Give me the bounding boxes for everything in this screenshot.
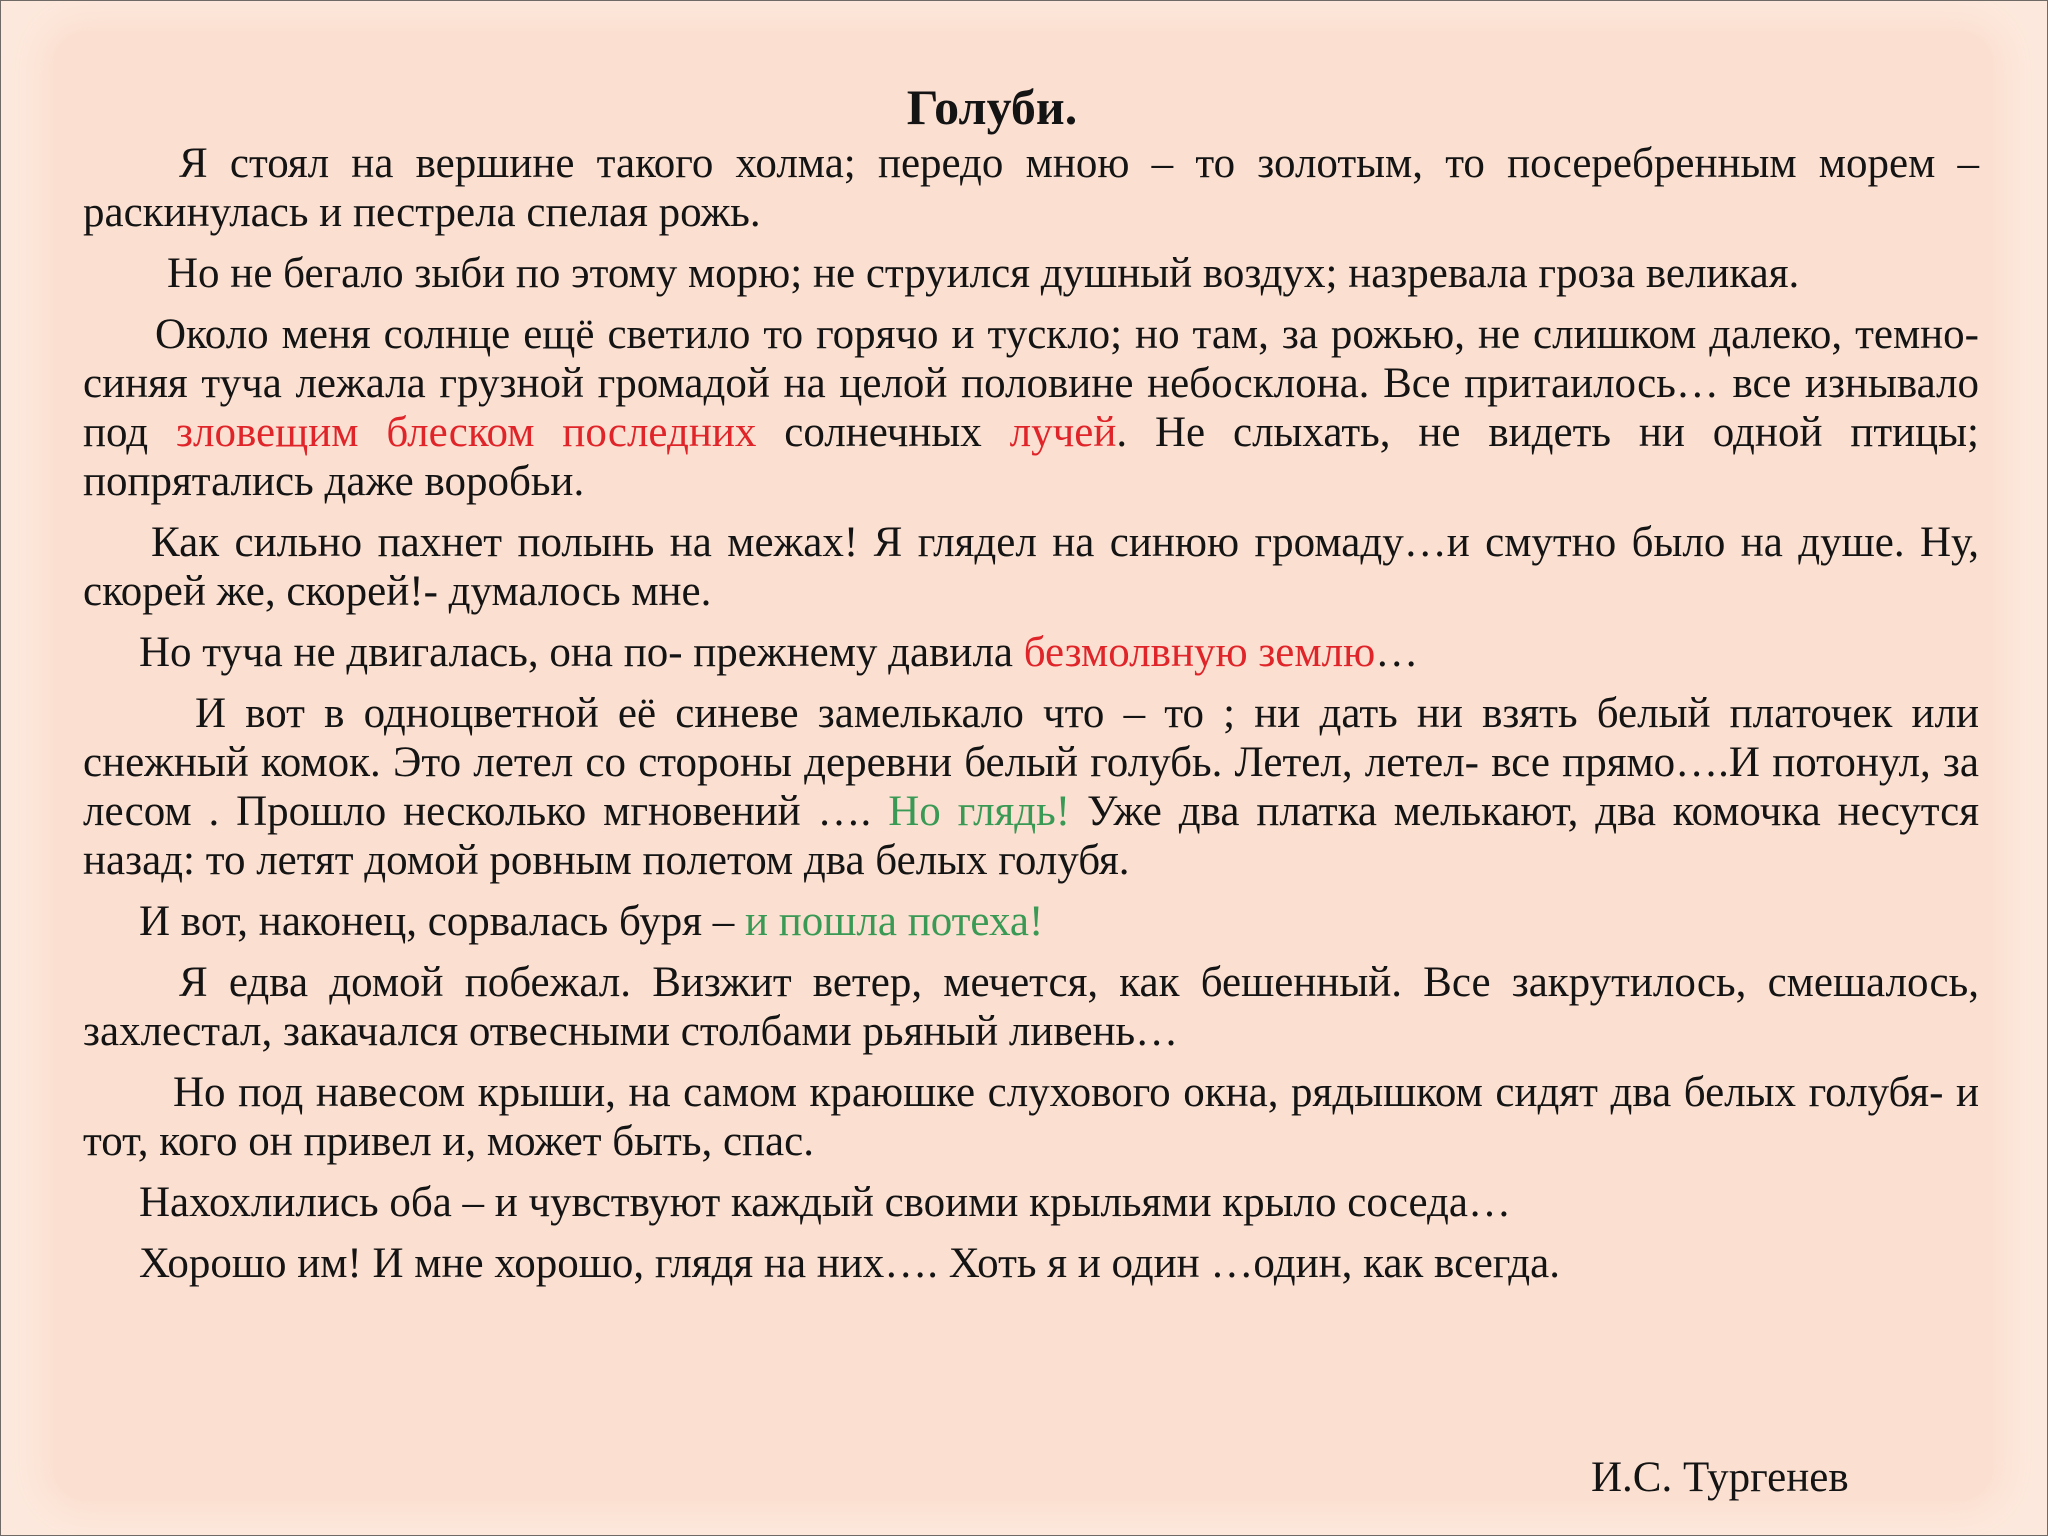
story-title: Голуби. [906,79,1078,135]
story-paragraph [83,628,1979,677]
paragraph-text: … [1375,629,1419,676]
story-paragraph [83,249,1979,298]
story-paragraph [83,958,1979,1056]
author-signature: И.С. Тургенев [1591,1454,1849,1501]
paragraph-text: Но не бегало зыби по этому морю; не струился душный воздух; назревала гроза великая. [167,250,1800,297]
paragraph-text: . Не слыхать, не видеть ни одной птицы; попрятались даже воробьи. [83,409,1979,505]
story-paragraph [83,689,1979,885]
story-paragraph [83,518,1979,616]
paragraph-text: Уже два платка мелькают, два комочка несутся назад: то летят домой ровным полетом два белых голубя. [83,788,1979,884]
paragraph-text: Нахохлились оба – и чувствуют каждый своими крыльями крыло соседа… [139,1179,1512,1226]
paragraph-text: Но под навесом крыши, на самом краюшке слухового окна, рядышком сидят два белых голубя- и тот, кого он привел и, может быть, спас. [83,1069,1979,1165]
story-paragraph [83,310,1979,506]
paragraph-text: солнечных [756,409,1010,456]
story-paragraph [83,1239,1979,1288]
highlighted-text-red: лучей [1009,409,1117,456]
paragraph-text: Но туча не двигалась, она по- прежнему давила [139,629,1024,676]
story-content [83,73,1979,1300]
highlighted-text-red: зловещим блеском последних [176,409,757,456]
story-paragraph [83,1178,1979,1227]
paragraph-text: И вот, наконец, сорвалась буря – [139,898,746,945]
paragraph-text: Около меня солнце ещё светило то горячо и тускло; но там, за рожью, не слишком далеко, темно- синяя туча лежала грузной громадой на целой половине небосклона. Все притаилось… все изнывало под [83,311,1979,456]
story-paragraphs [83,139,1979,1288]
highlighted-text-green: и пошла потеха! [745,898,1044,945]
story-paragraph [83,139,1979,237]
story-paragraph [83,1068,1979,1166]
paragraph-text: И вот в одноцветной её синеве замелькало что – то ; ни дать ни взять белый платочек или снежный комок. Это летел со стороны деревни белый голубь. Летел, летел- все прямо….И потонул, за лесом . Прошло несколько мгновений …. [83,690,1979,835]
paragraph-text: Я едва домой побежал. Визжит ветер, мечется, как бешенный. Все закрутилось, смешалось, захлестал, закачался отвесными столбами рьяный ливень… [83,959,1979,1055]
highlighted-text-green: Но глядь! [888,788,1071,835]
paragraph-text: Хорошо им! И мне хорошо, глядя на них…. Хоть я и один …один, как всегда. [139,1240,1561,1287]
story-paragraph [83,897,1979,946]
highlighted-text-red: безмолвную землю [1023,629,1376,676]
paragraph-text: Я стоял на вершине такого холма; передо мною – то золотым, то посеребренным морем – раскинулась и пестрела спелая рожь. [83,140,1979,236]
paragraph-text: Как сильно пахнет полынь на межах! Я глядел на синюю громаду…и смутно было на душе. Ну, скорей же, скорей!- думалось мне. [83,519,1979,615]
